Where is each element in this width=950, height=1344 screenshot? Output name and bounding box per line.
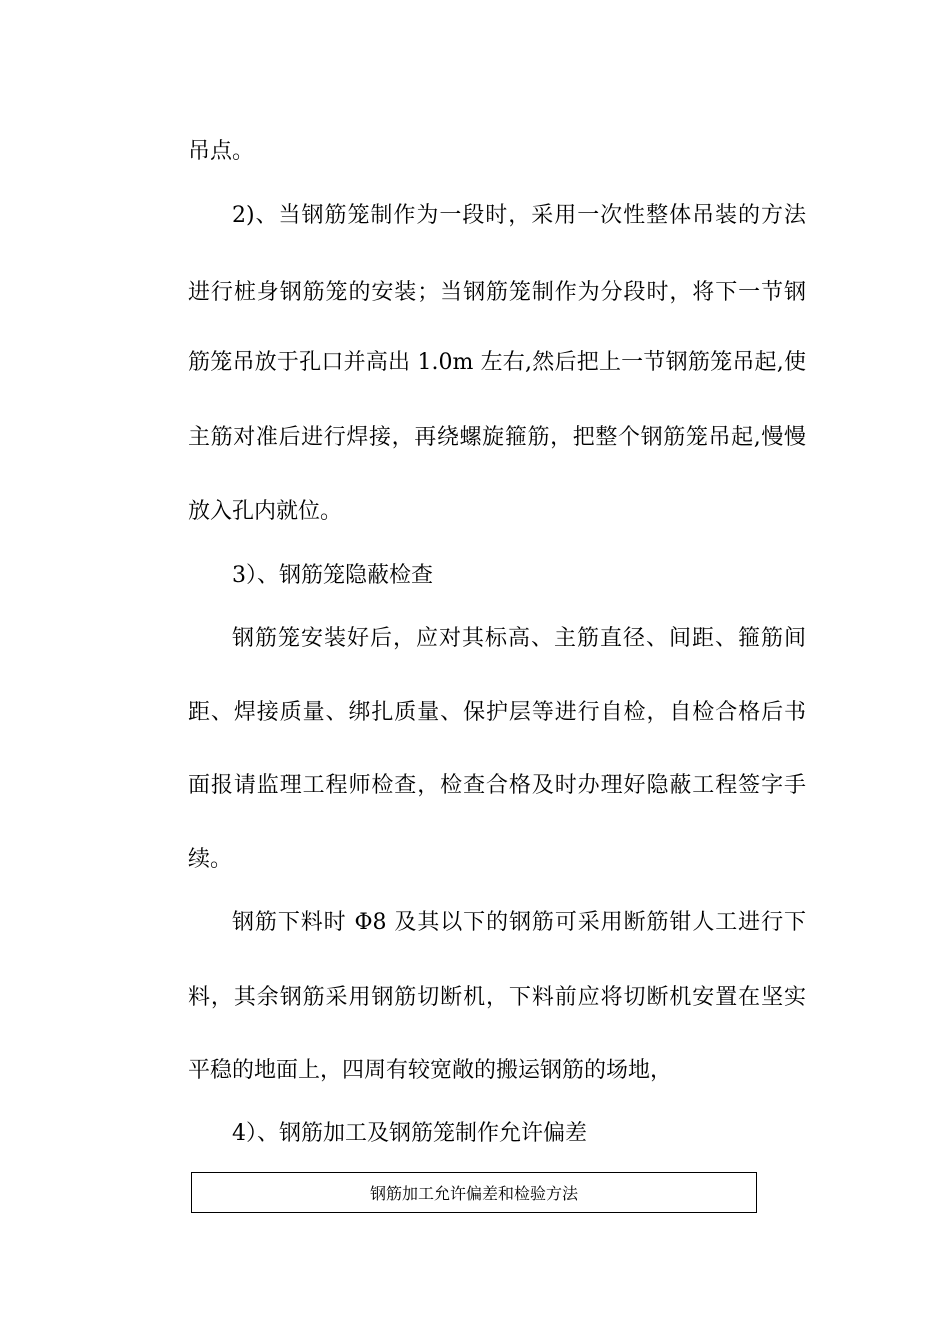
paragraph-line: 平稳的地面上，四周有较宽敞的搬运钢筋的场地， bbox=[188, 1058, 673, 1083]
table-caption: 钢筋加工允许偏差和检验方法 bbox=[369, 1184, 578, 1203]
paragraph-line: 主筋对准后进行焊接，再绕螺旋箍筋，把整个钢筋笼吊起,慢慢 bbox=[188, 425, 806, 450]
paragraph-line: 料，其余钢筋采用钢筋切断机，下料前应将切断机安置在坚实 bbox=[188, 985, 806, 1010]
paragraph-line: 钢筋笼安装好后，应对其标高、主筋直径、间距、箍筋间 bbox=[232, 626, 806, 651]
paragraph-line: 面报请监理工程师检查，检查合格及时办理好隐蔽工程签字手 bbox=[188, 773, 806, 798]
table-caption-box bbox=[191, 1172, 757, 1213]
paragraph-line: 钢筋下料时 Φ8 及其以下的钢筋可采用断筋钳人工进行下 bbox=[232, 910, 806, 935]
paragraph-line: 筋笼吊放于孔口并高出 1.0m 左右,然后把上一节钢筋笼吊起,使 bbox=[188, 350, 806, 375]
paragraph-line: 放入孔内就位。 bbox=[188, 499, 343, 524]
paragraph-line: 吊点。 bbox=[188, 139, 255, 164]
section-heading: 3）、钢筋笼隐蔽检查 bbox=[232, 563, 433, 588]
section-heading: 4）、钢筋加工及钢筋笼制作允许偏差 bbox=[232, 1121, 587, 1146]
paragraph-line: 距、焊接质量、绑扎质量、保护层等进行自检，自检合格后书 bbox=[188, 700, 806, 725]
paragraph-line: 续。 bbox=[188, 847, 233, 872]
paragraph-line: 进行桩身钢筋笼的安装；当钢筋笼制作为分段时，将下一节钢 bbox=[188, 280, 806, 305]
paragraph-line: 2)、当钢筋笼制作为一段时，采用一次性整体吊装的方法 bbox=[232, 203, 806, 228]
